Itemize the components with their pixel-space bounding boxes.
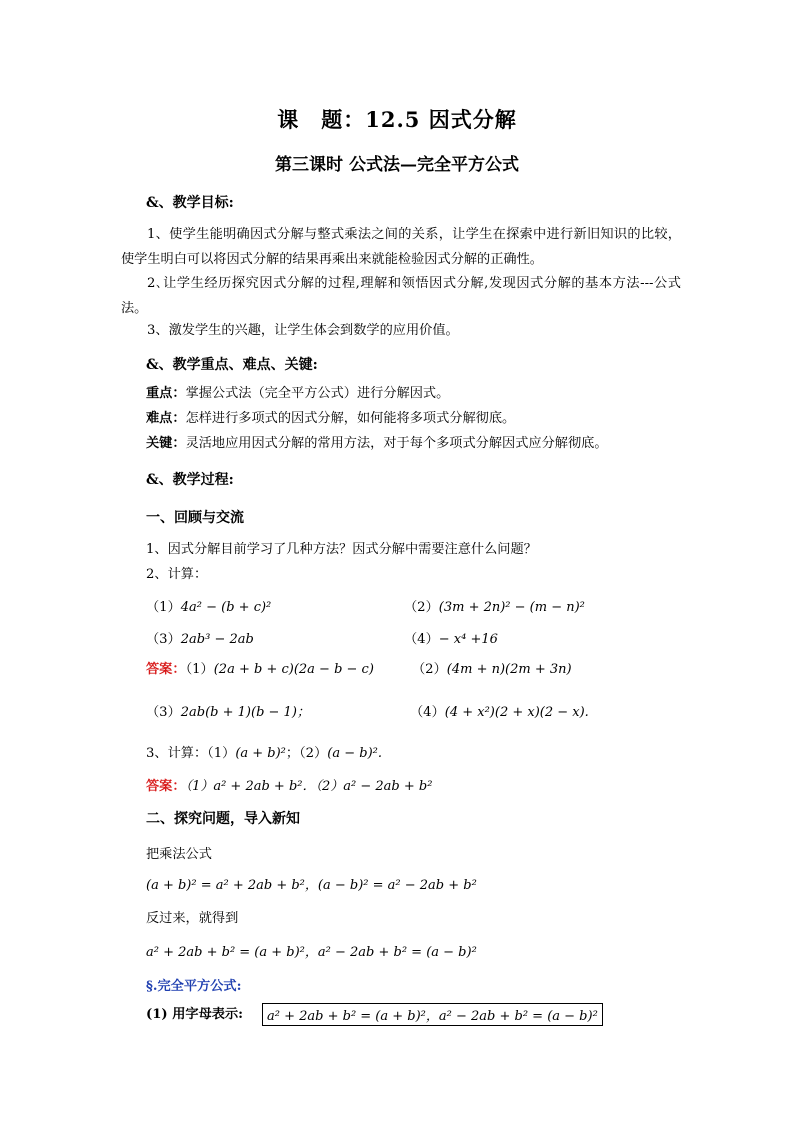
goal-1: 1、使学生能明确因式分解与整式乘法之间的关系，让学生在探索中进行新旧知识的比较，使学生明白可以将因式分解的结果再乘出来就能检验因式分解的正确性。: [121, 227, 681, 267]
answer-label: 答案：: [146, 662, 186, 677]
calc-item-2: [404, 595, 585, 620]
calc-expr: (3m + 2n)² − (m − n)²: [438, 600, 585, 615]
explore-formula-2: a² + 2ab + b² = (a + b)²，a² − 2ab + b² = (a − b)²: [146, 945, 477, 960]
calc-num: （2）: [404, 600, 439, 615]
key-point-text: 怎样进行多项式的因式分解，如何能将多项式分解彻底。: [185, 411, 516, 426]
q3-sep: ；（2）: [285, 746, 328, 761]
explore-formula-1: (a + b)² = a² + 2ab + b²，(a − b)² = a² − 2ab + b²: [146, 878, 477, 893]
answer-expr: (2a + b + c)(2a − b − c): [213, 662, 374, 677]
q3-answer: [146, 774, 432, 799]
explore-heading: 二、探究问题，导入新知: [146, 811, 300, 827]
formula-label: (1) 用字母表示:: [146, 1007, 244, 1022]
review-heading: 一、回顾与交流: [146, 510, 244, 526]
q3-prefix: 3、计算：（1）: [146, 746, 236, 761]
key-point-label: 难点：: [146, 411, 186, 426]
question-3: [146, 741, 382, 766]
calc-num: （4）: [404, 632, 439, 647]
calc-item-3: [146, 627, 254, 652]
q3-expr-2: (a − b)².: [327, 746, 382, 761]
explore-text-1: 把乘法公式: [146, 847, 212, 862]
calc-expr: 2ab³ − 2ab: [180, 632, 254, 647]
answer-num: （3）: [146, 705, 181, 720]
key-point-text: 掌握公式法（完全平方公式）进行分解因式。: [185, 386, 450, 401]
page-title: 课 题：12.5 因式分解: [277, 107, 517, 132]
key-point-label: 重点：: [146, 386, 186, 401]
answer-1: [146, 657, 374, 682]
process-heading: &、教学过程:: [146, 472, 234, 488]
goal-2: 2､让学生经历探究因式分解的过程,理解和领悟因式分解,发现因式分解的基本方法---公式法。: [121, 276, 681, 316]
answer-2: [412, 657, 572, 682]
key-point-text: 灵活地应用因式分解的常用方法，对于每个多项式分解因式应分解彻底。: [185, 436, 608, 451]
goal-3: 3、激发学生的兴趣，让学生体会到数学的应用价值。: [147, 323, 459, 338]
key-point-1: [146, 381, 449, 406]
question-2: 2、计算：: [146, 567, 208, 582]
key-heading: &、教学重点、难点、关键:: [146, 357, 318, 373]
goals-heading: &、教学目标:: [146, 195, 234, 211]
calc-item-4: [404, 627, 498, 652]
question-1: 1、因式分解目前学习了几种方法？因式分解中需要注意什么问题？: [146, 542, 537, 557]
answer-3: [146, 700, 310, 725]
key-point-2: [146, 406, 515, 431]
explore-text-2: 反过来，就得到: [146, 911, 239, 926]
key-point-label: 关键：: [146, 436, 186, 451]
calc-num: （3）: [146, 632, 181, 647]
calc-item-1: [146, 595, 271, 620]
page-subtitle: 第三课时 公式法—完全平方公式: [275, 155, 519, 175]
answer-num: （1）: [185, 662, 214, 677]
formula-box: a² + 2ab + b² = (a + b)²，a² − 2ab + b² = (a − b)²: [262, 1003, 603, 1026]
q3-answer-expr: （1）a² + 2ab + b²．（2）a² − 2ab + b²: [185, 779, 433, 794]
calc-expr: − x⁴ +16: [438, 632, 498, 647]
answer-num: （4）: [410, 705, 445, 720]
answer-expr: (4m + n)(2m + 3n): [446, 662, 572, 677]
formula-heading: §.完全平方公式:: [146, 979, 242, 994]
q3-expr-1: (a + b)²: [235, 746, 286, 761]
answer-num: （2）: [412, 662, 447, 677]
answer-label: 答案：: [146, 779, 186, 794]
calc-num: （1）: [146, 600, 181, 615]
calc-expr: 4a² − (b + c)²: [180, 600, 272, 615]
answer-expr: 2ab(b + 1)(b − 1)；: [180, 705, 310, 720]
key-point-3: [146, 431, 608, 456]
answer-4: [410, 700, 589, 725]
answer-expr: (4 + x²)(2 + x)(2 − x).: [444, 705, 589, 720]
